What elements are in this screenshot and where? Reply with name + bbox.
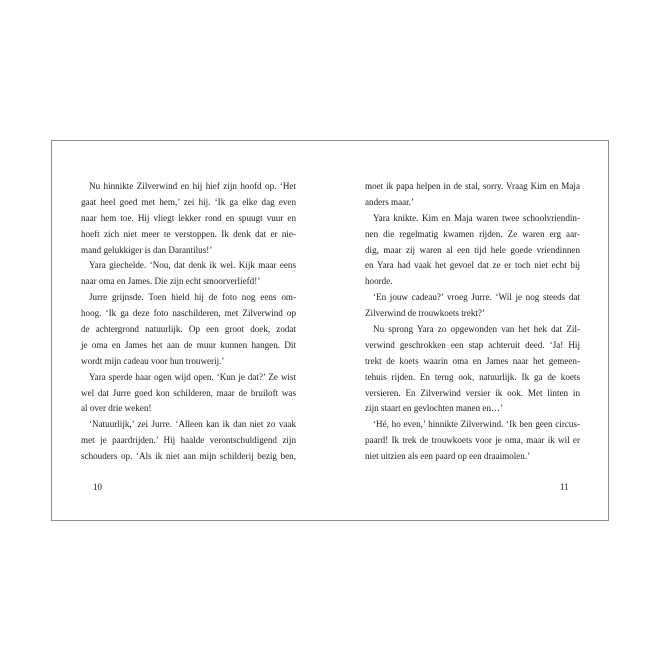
text-line: Nu hinnikte Zilverwind en hij hief zijn hoofd op. ‘Het [89, 181, 296, 191]
text-line: naar hem toe. Hij vliegt lekker rond en spuugt vuur en [81, 212, 296, 223]
left-page-text [81, 179, 296, 465]
text-line: Yara sperde haar ogen wijd open. ‘Kun je dat?’ Ze wist [89, 371, 296, 382]
text-line: verwind geschrokken een stap achteruit deed. ‘Ja! Hij [365, 339, 580, 350]
text-line: al over drie weken! [81, 403, 152, 414]
text-line: anders maar.’ [365, 196, 414, 207]
text-line: Nu sprong Yara zo opgewonden van het hek dat Zil- [373, 324, 580, 335]
right-page-text [365, 179, 580, 465]
text-line: Yara knikte. Kim en Maja waren twee schoolvriendin- [373, 212, 580, 223]
text-line: Jurre grijnsde. Toen hield hij de foto nog eens om- [89, 292, 296, 303]
text-line: ‘Natuurlijk,’ zei Jurre. ‘Alleen kan ik dan niet zo vaak [89, 419, 296, 430]
text-line: tehuis rijden. En terug ook, natuurlijk. Ik ga de koets [365, 371, 580, 382]
text-line: je oma en James het aan de muur kunnen hangen. Dit [81, 339, 296, 350]
text-line: trekt de koets waarin oma en James naar het gemeen- [365, 355, 580, 366]
text-line: moet ik papa helpen in de stal, sorry. Vraag Kim en Maja [365, 181, 580, 191]
text-line: schouders op. ‘Als ik niet aan mijn schilderij bezig ben, [81, 451, 296, 462]
text-line: ‘Hé, ho even,’ hinnikte Zilverwind. ‘Ik ben geen circus- [373, 419, 580, 430]
text-line: nen die regelmatig kwamen rijden. Ze waren erg aar- [365, 228, 580, 239]
text-line: zijn staart en gevlochten manen en…’ [365, 403, 504, 414]
text-line: ‘En jouw cadeau?’ vroeg Jurre. ‘Wil je nog steeds dat [373, 292, 580, 303]
text-line: naar oma en James. Die zijn echt smoorverliefd!’ [81, 276, 261, 287]
book-spread [51, 140, 609, 521]
text-line: dig, maar zij waren al een tijd hele goede vriendinnen [365, 244, 580, 255]
left-page-number: 10 [93, 482, 102, 492]
text-line: de achtergrond natuurlijk. Op een groot doek, zodat [81, 324, 296, 335]
text-line: en Yara had vaak het gevoel dat ze er toch niet echt bij [365, 260, 580, 271]
text-line: wordt mijn cadeau voor hun trouwerij.’ [81, 355, 225, 366]
text-line: met je paardrijden.’ Hij haalde verontschuldigend zijn [81, 435, 296, 446]
text-line: paard! Ik trek de trouwkoets voor je oma, maar ik wil er [365, 435, 580, 446]
text-line: Yara giechelde. ‘Nou, dat denk ik wel. Kijk maar eens [89, 260, 296, 271]
text-line: mand gelukkiger is dan Darantilus!’ [81, 244, 213, 255]
text-line: hoeft zich niet meer te verstoppen. Ik denk dat er nie- [81, 228, 296, 239]
text-line: hoog. ‘Ik ga deze foto naschilderen, met Zilverwind op [81, 308, 296, 319]
text-line: gaat heel goed met hem,’ zei hij. ‘Ik ga elke dag even [81, 196, 296, 207]
text-line: niet uitzien als een paard op een draaimolen.’ [365, 451, 531, 462]
right-page-number: 11 [560, 482, 569, 492]
text-line: Zilverwind de trouwkoets trekt?’ [365, 308, 485, 319]
text-line: versieren. En Zilverwind versier ik ook. Met linten in [365, 387, 580, 398]
text-line: wel dat Jurre goed kon schilderen, maar de bruiloft was [81, 387, 296, 398]
text-line: hoorde. [365, 276, 393, 287]
